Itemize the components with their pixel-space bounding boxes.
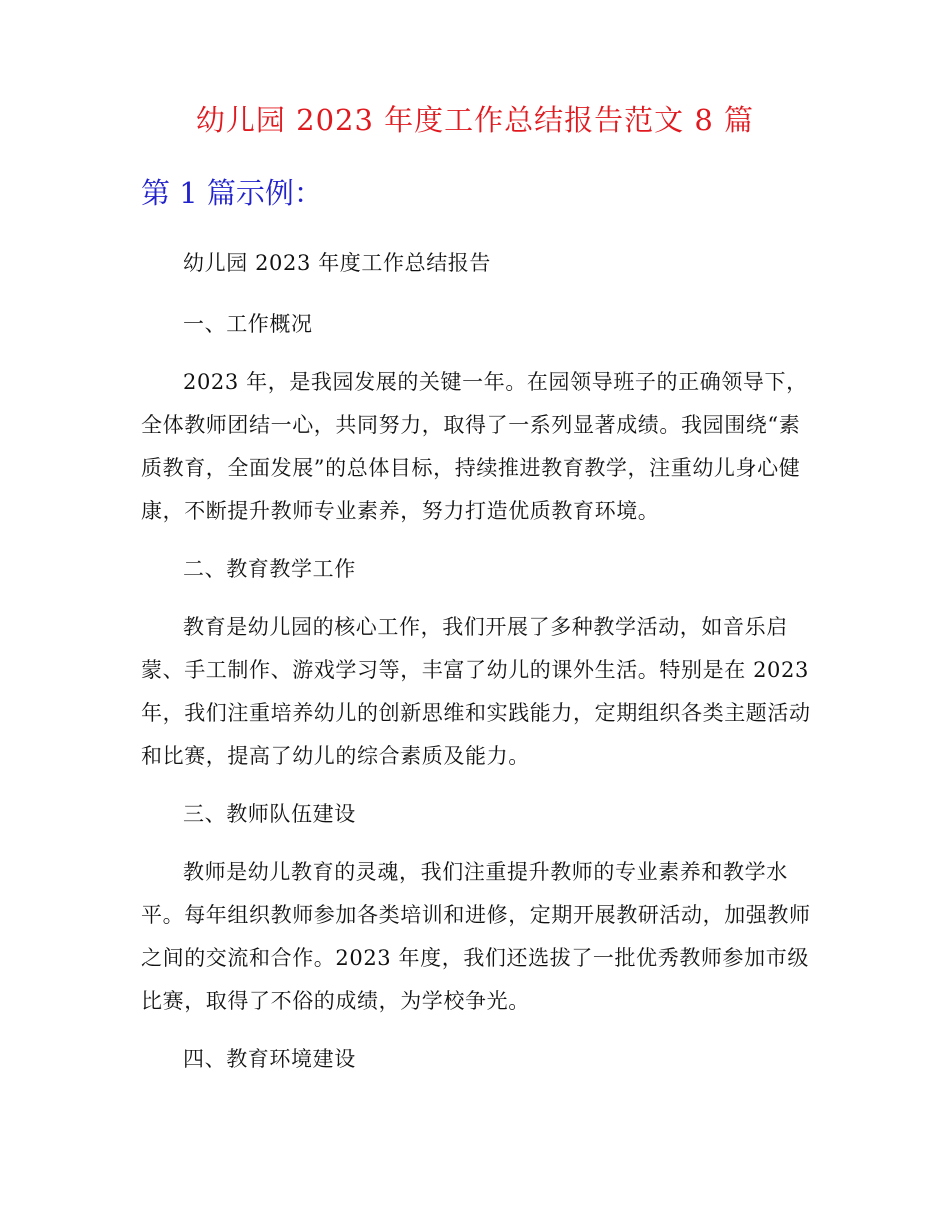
document-title: 幼儿园 2023 年度工作总结报告范文 8 篇 [195,103,755,137]
section-heading-teaching: 二、教育教学工作 [183,557,356,581]
section-heading-overview: 一、工作概况 [183,312,313,336]
report-title: 幼儿园 2023 年度工作总结报告 [183,251,491,275]
section-heading-teachers: 三、教师队伍建设 [183,802,356,826]
example-heading: 第 1 篇示例： [141,176,323,210]
section-heading-environment: 四、教育环境建设 [183,1047,356,1071]
section-body-overview: 2023 年，是我园发展的关键一年。在园领导班子的正确领导下，全体教师团结一心，共同努力，取得了一系列显著成绩。我园围绕“素质教育，全面发展”的总体目标，持续推进教育教学，注重幼儿身心健康，不断提升教师专业素养，努力打造优质教育环境。 [141,370,808,523]
section-body-teachers: 教师是幼儿教育的灵魂，我们注重提升教师的专业素养和教学水平。每年组织教师参加各类培训和进修，定期开展教研活动，加强教师之间的交流和合作。2023 年度，我们还选拔了一批优秀教师参加市级比赛，取得了不俗的成绩，为学校争光。 [141,860,811,1013]
section-body-teaching: 教育是幼儿园的核心工作，我们开展了多种教学活动，如音乐启蒙、手工制作、游戏学习等，丰富了幼儿的课外生活。特别是在 2023 年，我们注重培养幼儿的创新思维和实践能力，定期组织各类主题活动和比赛，提高了幼儿的综合素质及能力。 [141,615,811,768]
